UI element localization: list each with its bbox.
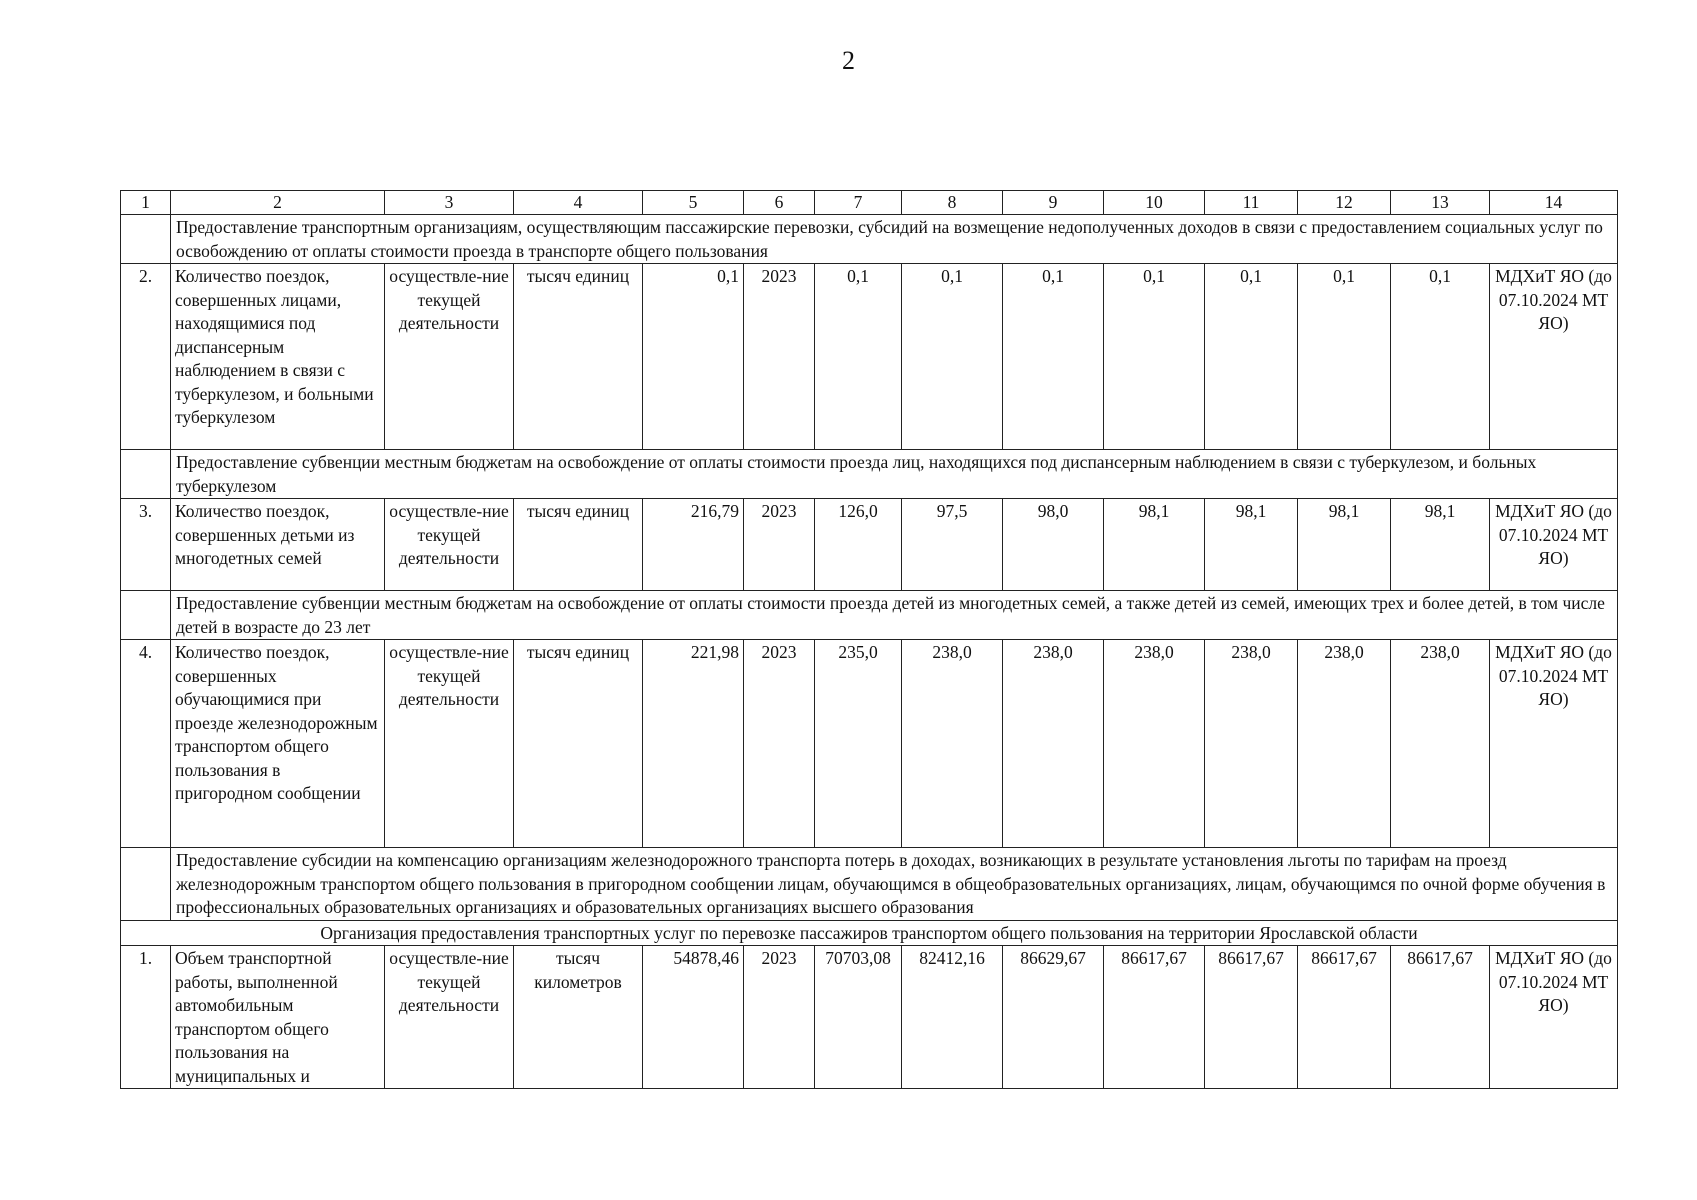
value-cell: 238,0 (902, 640, 1003, 848)
base-year: 2023 (744, 264, 815, 450)
description-row (121, 215, 1618, 264)
base-value: 54878,46 (643, 946, 744, 1089)
value-cell: 86617,67 (1205, 946, 1298, 1089)
table-row (121, 640, 1618, 848)
header-cell: 8 (902, 191, 1003, 215)
unit: тысяч единиц (514, 499, 643, 591)
value-cell: 86629,67 (1003, 946, 1104, 1089)
empty-cell (121, 450, 171, 499)
description-row (121, 450, 1618, 499)
header-cell: 5 (643, 191, 744, 215)
value-cell: 238,0 (1391, 640, 1490, 848)
indicator-name: Объем транспортной работы, выполненной автомобильным транспортом общего пользования на муниципальных и (171, 946, 385, 1089)
row-number: 2. (121, 264, 171, 450)
row-number: 4. (121, 640, 171, 848)
indicator-name: Количество поездок, совершенных детьми из многодетных семей (171, 499, 385, 591)
header-cell: 6 (744, 191, 815, 215)
row-number: 1. (121, 946, 171, 1089)
description-row (121, 591, 1618, 640)
header-cell: 12 (1298, 191, 1391, 215)
header-cell: 4 (514, 191, 643, 215)
header-cell: 10 (1104, 191, 1205, 215)
section-title: Организация предоставления транспортных услуг по перевозке пассажиров транспортом общего пользования на территории Ярославской области (121, 920, 1618, 946)
header-row (121, 191, 1618, 215)
responsible-cell: МДХиТ ЯО (до 07.10.2024 МТ ЯО) (1490, 640, 1618, 848)
value-cell: 97,5 (902, 499, 1003, 591)
value-cell: 126,0 (815, 499, 902, 591)
unit: тысяч километров (514, 946, 643, 1089)
description-text: Предоставление субвенции местным бюджетам на освобождение от оплаты стоимости проезда детей из многодетных семей, а также детей из семей, имеющих трех и более детей, в том числе детей в возрасте до 23 лет (171, 591, 1618, 640)
value-cell: 235,0 (815, 640, 902, 848)
value-cell: 238,0 (1104, 640, 1205, 848)
indicator-type: осуществле-ние текущей деятельности (385, 640, 514, 848)
value-cell: 98,1 (1391, 499, 1490, 591)
empty-cell (121, 215, 171, 264)
empty-cell (121, 591, 171, 640)
indicator-type: осуществле-ние текущей деятельности (385, 499, 514, 591)
value-cell: 0,1 (902, 264, 1003, 450)
description-text: Предоставление субвенции местным бюджетам на освобождение от оплаты стоимости проезда лиц, находящихся под диспансерным наблюдением в связи с туберкулезом, и больных туберкулезом (171, 450, 1618, 499)
value-cell: 0,1 (1003, 264, 1104, 450)
base-value: 216,79 (643, 499, 744, 591)
value-cell: 238,0 (1205, 640, 1298, 848)
header-cell: 3 (385, 191, 514, 215)
value-cell: 82412,16 (902, 946, 1003, 1089)
table-row (121, 264, 1618, 450)
value-cell: 0,1 (1205, 264, 1298, 450)
header-cell: 1 (121, 191, 171, 215)
indicator-type: осуществле-ние текущей деятельности (385, 946, 514, 1089)
value-cell: 86617,67 (1298, 946, 1391, 1089)
header-cell: 11 (1205, 191, 1298, 215)
value-cell: 0,1 (1298, 264, 1391, 450)
value-cell: 98,1 (1298, 499, 1391, 591)
indicator-name: Количество поездок, совершенных лицами, находящимися под диспансерным наблюдением в связи с туберкулезом, и больными туберкулезом (171, 264, 385, 450)
header-cell: 2 (171, 191, 385, 215)
unit: тысяч единиц (514, 264, 643, 450)
section-row (121, 920, 1618, 946)
row-number: 3. (121, 499, 171, 591)
indicator-type: осуществле-ние текущей деятельности (385, 264, 514, 450)
header-cell: 13 (1391, 191, 1490, 215)
value-cell: 98,1 (1205, 499, 1298, 591)
empty-cell (121, 848, 171, 921)
value-cell: 86617,67 (1104, 946, 1205, 1089)
indicator-name: Количество поездок, совершенных обучающимися при проезде железнодорожным транспортом общего пользования в пригородном сообщении (171, 640, 385, 848)
responsible-cell: МДХиТ ЯО (до 07.10.2024 МТ ЯО) (1490, 946, 1618, 1089)
value-cell: 70703,08 (815, 946, 902, 1089)
value-cell: 98,0 (1003, 499, 1104, 591)
value-cell: 0,1 (1104, 264, 1205, 450)
base-value: 221,98 (643, 640, 744, 848)
page-number: 2 (842, 46, 855, 75)
value-cell: 238,0 (1003, 640, 1104, 848)
value-cell: 0,1 (1391, 264, 1490, 450)
base-year: 2023 (744, 946, 815, 1089)
header-cell: 7 (815, 191, 902, 215)
value-cell: 0,1 (815, 264, 902, 450)
description-row (121, 848, 1618, 921)
header-cell: 14 (1490, 191, 1618, 215)
header-cell: 9 (1003, 191, 1104, 215)
base-year: 2023 (744, 499, 815, 591)
table-row (121, 946, 1618, 1089)
indicators-table (120, 190, 1618, 1089)
value-cell: 238,0 (1298, 640, 1391, 848)
responsible-cell: МДХиТ ЯО (до 07.10.2024 МТ ЯО) (1490, 264, 1618, 450)
base-value: 0,1 (643, 264, 744, 450)
responsible-cell: МДХиТ ЯО (до 07.10.2024 МТ ЯО) (1490, 499, 1618, 591)
value-cell: 98,1 (1104, 499, 1205, 591)
unit: тысяч единиц (514, 640, 643, 848)
table-row (121, 499, 1618, 591)
value-cell: 86617,67 (1391, 946, 1490, 1089)
description-text: Предоставление субсидии на компенсацию организациям железнодорожного транспорта потерь в доходах, возникающих в результате установления льготы по тарифам на проезд железнодорожным транспортом общего пользования в пригородном сообщении лицам, обучающимся в общеобразовательных организациях, лицам, обучающимся по очной форме обучения в профессиональных образовательных организациях и образовательных организациях высшего образования (171, 848, 1618, 921)
description-text: Предоставление транспортным организациям, осуществляющим пассажирские перевозки, субсидий на возмещение недополученных доходов в связи с предоставлением социальных услуг по освобождению от оплаты стоимости проезда в транспорте общего пользования (171, 215, 1618, 264)
base-year: 2023 (744, 640, 815, 848)
